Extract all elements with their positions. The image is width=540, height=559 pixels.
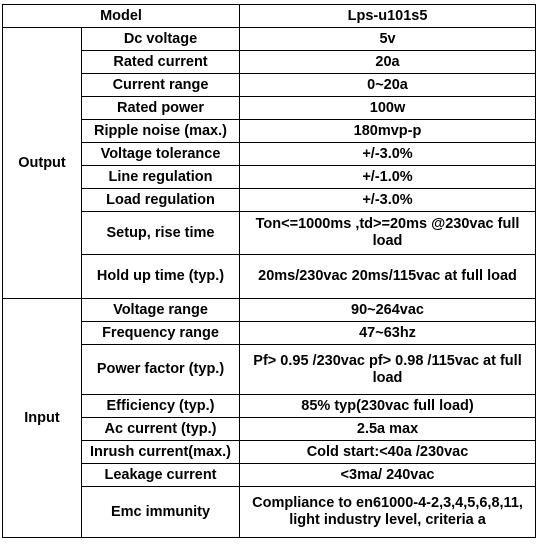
param-value: +/-3.0% [240,143,536,166]
param-value: +/-3.0% [240,189,536,212]
param-label: Hold up time (typ.) [82,255,240,299]
table-row [3,464,536,487]
table-row-model [3,5,536,28]
spec-table [2,4,536,538]
table-row [3,97,536,120]
param-label: Rated current [82,51,240,74]
param-value: 100w [240,97,536,120]
param-value: Pf> 0.95 /230vac pf> 0.98 /115vac at full load [240,345,536,395]
table-row [3,441,536,464]
param-label: Frequency range [82,322,240,345]
table-row [3,143,536,166]
table-row [3,255,536,299]
table-row [3,418,536,441]
param-label: Ac current (typ.) [82,418,240,441]
param-value: 85% typ(230vac full load) [240,395,536,418]
model-label: Model [3,5,240,28]
table-row [3,189,536,212]
table-row [3,322,536,345]
table-row [3,51,536,74]
param-value: <3ma/ 240vac [240,464,536,487]
param-value: +/-1.0% [240,166,536,189]
param-label: Line regulation [82,166,240,189]
param-value: Cold start:<40a /230vac [240,441,536,464]
param-label: Current range [82,74,240,97]
table-row [3,28,536,51]
param-value: Ton<=1000ms ,td>=20ms @230vac full load [240,212,536,255]
input-group-label: Input [3,299,82,538]
table-row [3,120,536,143]
param-label: Ripple noise (max.) [82,120,240,143]
table-row [3,74,536,97]
table-row [3,212,536,255]
table-row [3,345,536,395]
param-label: Inrush current(max.) [82,441,240,464]
param-label: Voltage tolerance [82,143,240,166]
table-row [3,487,536,538]
param-label: Leakage current [82,464,240,487]
param-label: Rated power [82,97,240,120]
table-row [3,395,536,418]
param-label: Dc voltage [82,28,240,51]
param-value: 90~264vac [240,299,536,322]
param-label: Voltage range [82,299,240,322]
param-value: 180mvp-p [240,120,536,143]
param-value: 0~20a [240,74,536,97]
param-label: Load regulation [82,189,240,212]
param-label: Efficiency (typ.) [82,395,240,418]
param-value: 2.5a max [240,418,536,441]
model-value: Lps-u101s5 [240,5,536,28]
param-label: Power factor (typ.) [82,345,240,395]
param-label: Emc immunity [82,487,240,538]
param-value: 47~63hz [240,322,536,345]
param-value: 20ms/230vac 20ms/115vac at full load [240,255,536,299]
table-row [3,299,536,322]
param-value: Compliance to en61000-4-2,3,4,5,6,8,11, light industry level, criteria a [240,487,536,538]
table-row [3,166,536,189]
param-label: Setup, rise time [82,212,240,255]
output-group-label: Output [3,28,82,299]
param-value: 5v [240,28,536,51]
param-value: 20a [240,51,536,74]
